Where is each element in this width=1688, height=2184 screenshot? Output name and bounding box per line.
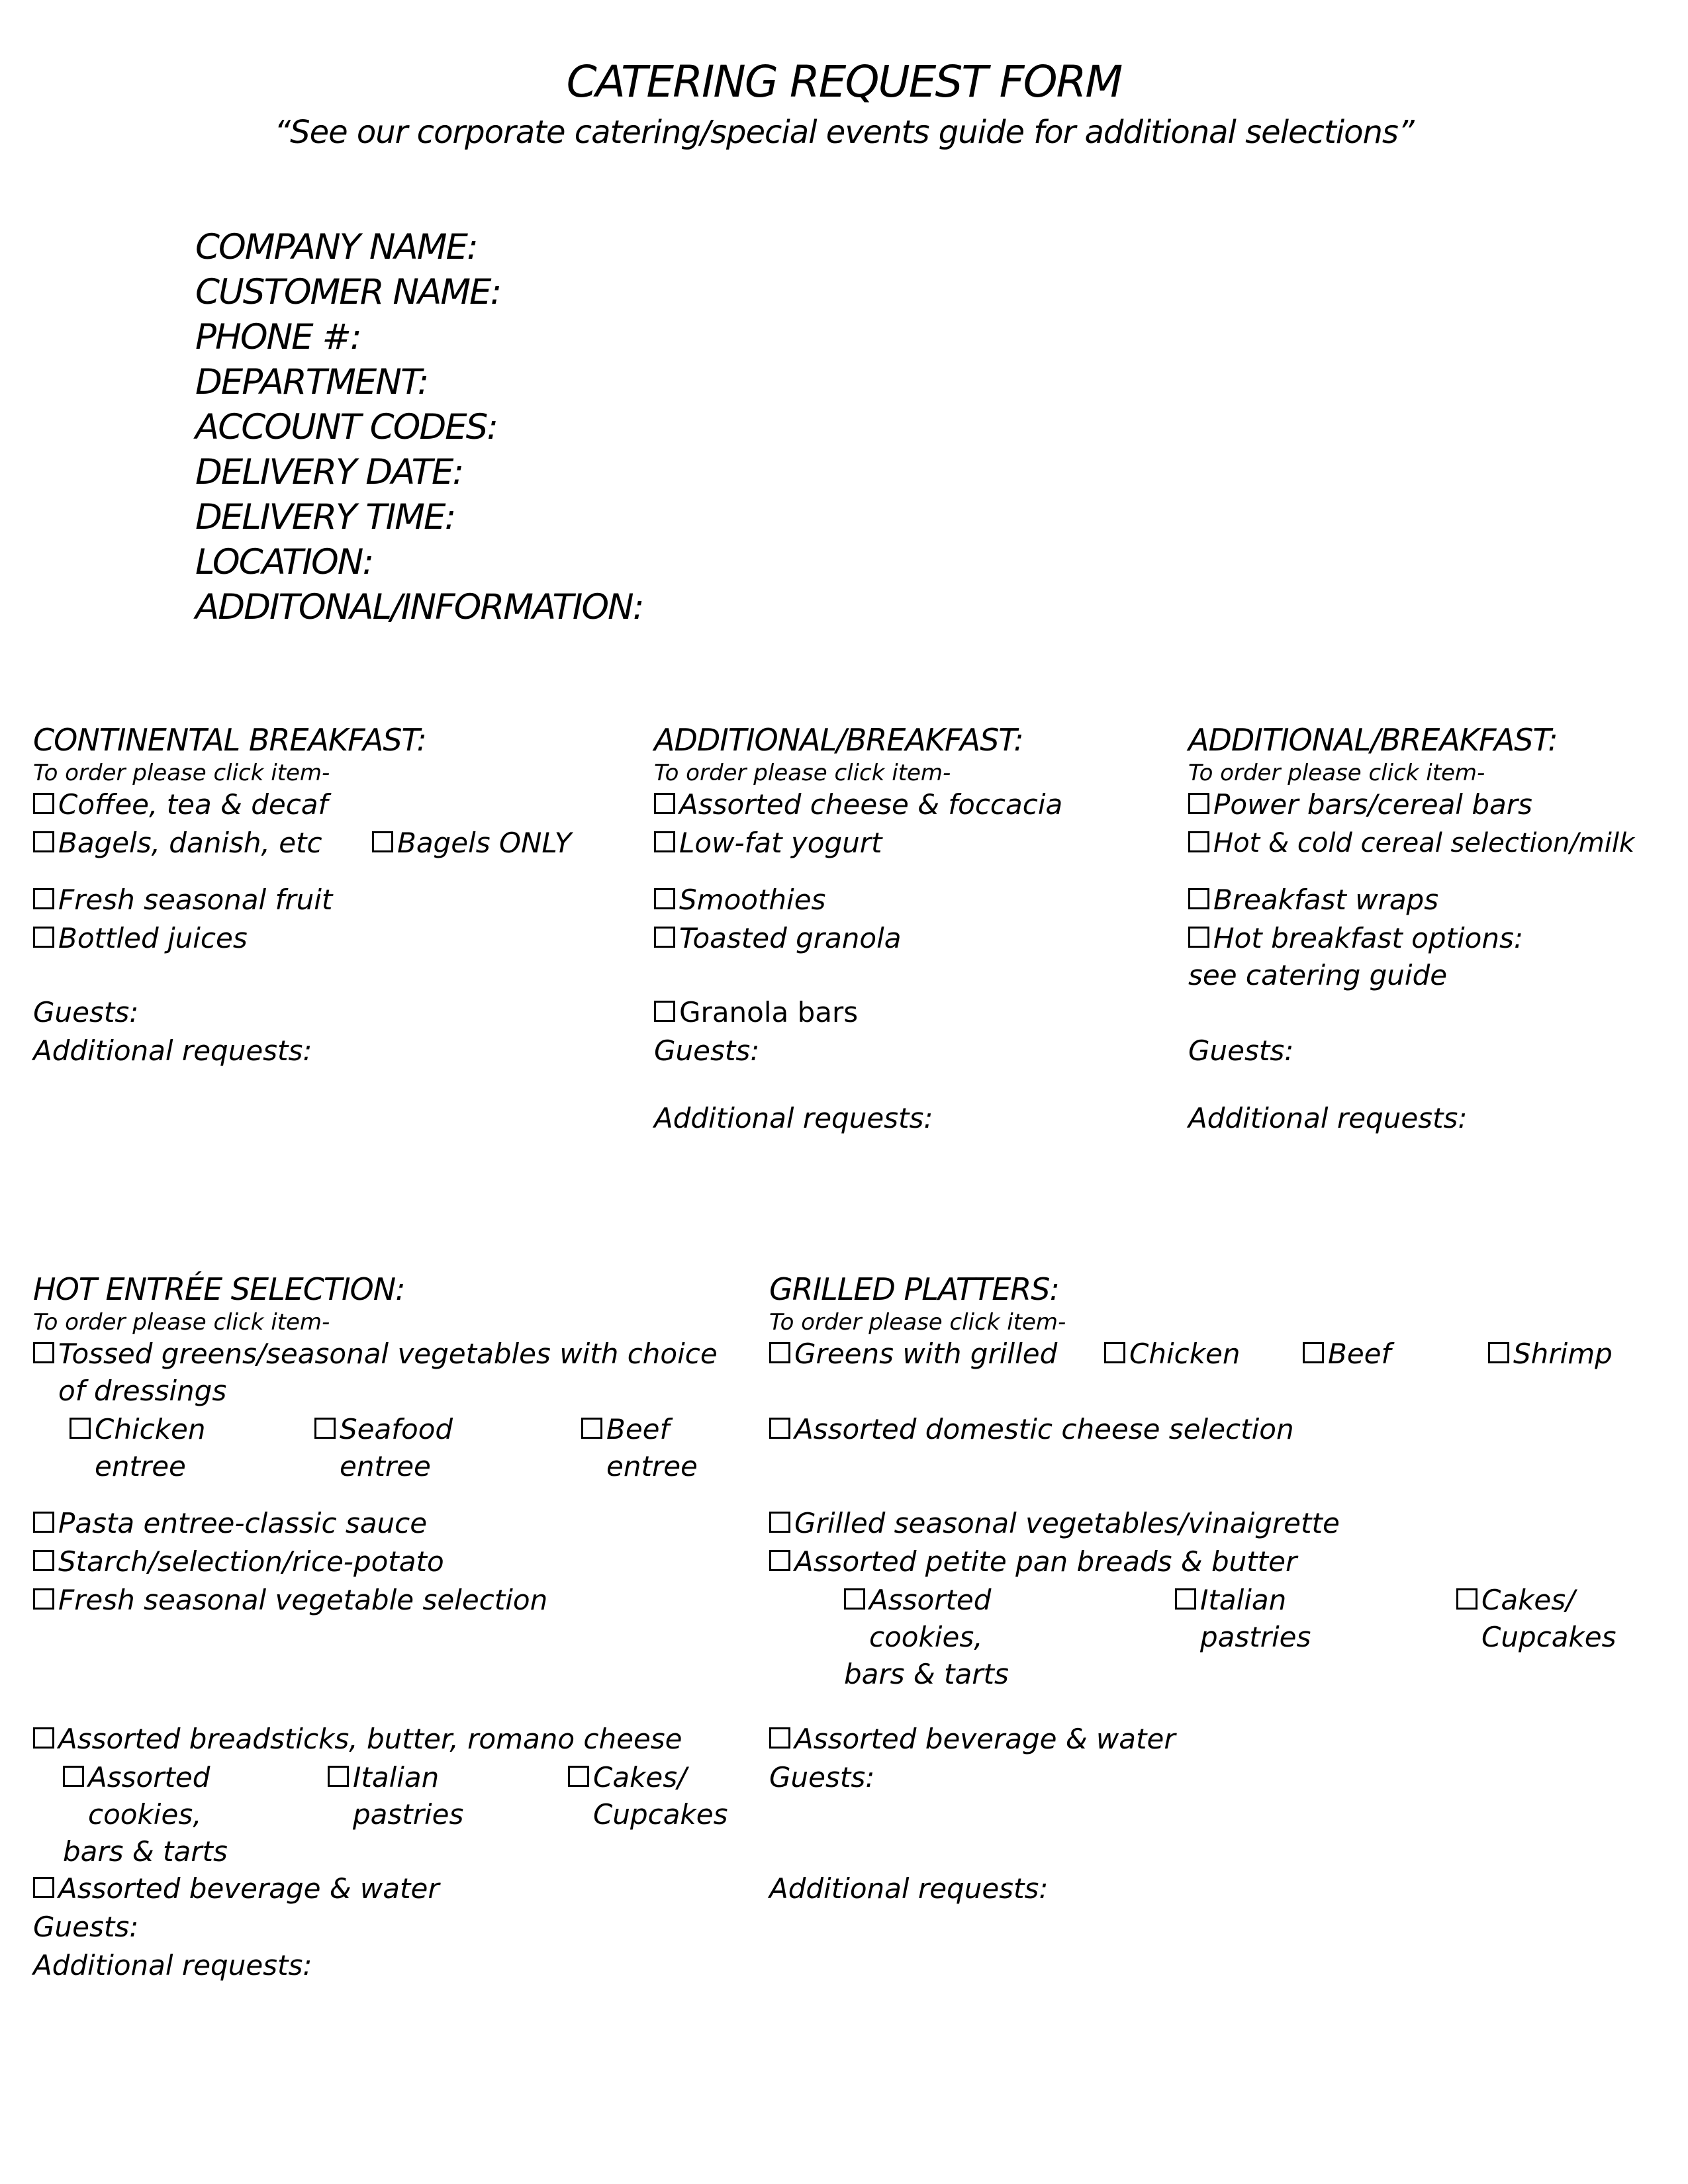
item-label: Toasted granola — [679, 922, 902, 954]
item-label: Coffee, tea & decaf — [58, 788, 328, 821]
additional-breakfast-heading-1: ADDITIONAL/BREAKFAST: — [654, 722, 1023, 758]
item-domestic-cheese[interactable] — [769, 1411, 1294, 1448]
item-label: Assorted petite pan breads & butter — [794, 1545, 1297, 1578]
item-tossed-greens[interactable] — [33, 1336, 748, 1410]
checkbox[interactable] — [769, 1727, 790, 1749]
grilled-requests[interactable]: Additional requests: — [769, 1872, 1049, 1905]
checkbox[interactable] — [33, 1342, 54, 1363]
item-label: Hot breakfast options: — [1213, 922, 1523, 954]
item-label: Starch/selection/rice-potato — [58, 1545, 444, 1578]
item-hot-breakfast-options[interactable] — [1188, 920, 1523, 957]
checkbox[interactable] — [33, 793, 54, 814]
checkbox[interactable] — [33, 1588, 54, 1610]
label-line: pastries — [353, 1798, 464, 1831]
item-label: Bagels ONLY — [397, 827, 572, 859]
item-grilled-shrimp[interactable] — [1488, 1336, 1613, 1373]
item-label: Breakfast wraps — [1213, 884, 1439, 916]
company-name-field[interactable]: COMPANY NAME: — [195, 227, 477, 267]
item-starch-selection[interactable] — [33, 1543, 444, 1580]
checkbox[interactable] — [769, 1342, 790, 1363]
checkbox[interactable] — [1104, 1342, 1125, 1363]
form-title: CATERING REQUEST FORM — [566, 56, 1122, 107]
grilled-platters-hint: To order please click item- — [769, 1309, 1066, 1336]
item-label: Pasta entree-classic sauce — [58, 1507, 428, 1539]
item-label: Assorted domestic cheese selection — [794, 1413, 1294, 1445]
checkbox[interactable] — [314, 1418, 336, 1439]
account-codes-field[interactable]: ACCOUNT CODES: — [195, 407, 498, 447]
item-coffee[interactable] — [33, 786, 328, 823]
item-granola-bars[interactable] — [654, 994, 858, 1031]
customer-name-field[interactable]: CUSTOMER NAME: — [195, 272, 501, 312]
checkbox[interactable] — [769, 1418, 790, 1439]
label-line: Seafood — [340, 1413, 453, 1445]
label-line: Beef — [606, 1413, 670, 1445]
hot-entree-heading: HOT ENTRÉE SELECTION: — [33, 1271, 405, 1307]
checkbox[interactable] — [654, 1001, 675, 1022]
item-label: Power bars/cereal bars — [1213, 788, 1532, 821]
item-label: Assorted beverage & water — [58, 1872, 440, 1905]
checkbox[interactable] — [844, 1588, 865, 1610]
item-grilled-chicken[interactable] — [1104, 1336, 1241, 1373]
item-grilled-vegetables[interactable] — [769, 1505, 1340, 1542]
item-label — [340, 1411, 453, 1485]
location-field[interactable]: LOCATION: — [195, 542, 373, 582]
item-hot-italian-pastries[interactable] — [328, 1759, 463, 1833]
checkbox[interactable] — [33, 888, 54, 909]
item-label — [353, 1759, 463, 1833]
item-chicken-entree[interactable] — [70, 1411, 206, 1485]
label-line: Cupcakes — [593, 1798, 728, 1831]
item-label: Fresh seasonal vegetable selection — [58, 1584, 548, 1616]
checkbox[interactable] — [70, 1418, 91, 1439]
checkbox[interactable] — [33, 927, 54, 948]
additional-guests-2[interactable]: Guests: — [1188, 1034, 1294, 1067]
item-label: Hot & cold cereal selection/milk — [1213, 828, 1635, 858]
hot-cookies-line3: bars & tarts — [63, 1835, 228, 1868]
label-line: Italian — [1200, 1584, 1287, 1616]
item-label — [593, 1759, 727, 1833]
catering-guide-note: see catering guide — [1188, 959, 1448, 991]
additional-hint-1: To order please click item- — [654, 760, 951, 786]
label-line: Assorted — [88, 1761, 211, 1794]
hot-entree-hint: To order please click item- — [33, 1309, 330, 1336]
checkbox[interactable] — [328, 1766, 349, 1787]
delivery-date-field[interactable]: DELIVERY DATE: — [195, 452, 463, 492]
item-label: Fresh seasonal fruit — [58, 884, 333, 916]
item-bottled-juices[interactable] — [33, 920, 248, 957]
continental-heading: CONTINENTAL BREAKFAST: — [33, 722, 426, 758]
checkbox[interactable] — [1188, 831, 1209, 852]
item-fresh-fruit[interactable] — [33, 882, 332, 919]
item-label: Low-fat yogurt — [679, 827, 882, 859]
continental-hint: To order please click item- — [33, 760, 330, 786]
label-line: pastries — [1200, 1621, 1311, 1653]
item-smoothies[interactable] — [654, 882, 825, 919]
form-subtitle: “See our corporate catering/special events guide for additional selections” — [274, 114, 1414, 151]
checkbox[interactable] — [654, 927, 675, 948]
continental-requests[interactable]: Additional requests: — [33, 1034, 312, 1067]
additional-breakfast-heading-2: ADDITIONAL/BREAKFAST: — [1188, 722, 1558, 758]
item-label — [869, 1582, 991, 1656]
checkbox[interactable] — [1456, 1588, 1477, 1610]
checkbox[interactable] — [1488, 1342, 1509, 1363]
checkbox[interactable] — [63, 1766, 84, 1787]
checkbox[interactable] — [1188, 927, 1209, 948]
customer-info-fields — [195, 225, 643, 630]
label-line: entree — [340, 1450, 431, 1482]
checkbox[interactable] — [33, 831, 54, 852]
hot-guests[interactable]: Guests: — [33, 1911, 139, 1943]
label-line: Chicken — [95, 1413, 206, 1445]
additional-guests-1[interactable]: Guests: — [654, 1034, 760, 1067]
label-line: cookies, — [869, 1621, 983, 1653]
checkbox[interactable] — [568, 1766, 589, 1787]
label-line: Assorted — [869, 1584, 992, 1616]
item-label: Granola bars — [679, 996, 859, 1028]
item-hot-cookies[interactable] — [63, 1759, 210, 1833]
hot-requests[interactable]: Additional requests: — [33, 1949, 312, 1981]
item-label — [88, 1759, 210, 1833]
additional-information-field[interactable]: ADDITONAL/INFORMATION: — [195, 587, 643, 627]
item-label — [606, 1411, 698, 1485]
item-label: Chicken — [1129, 1338, 1241, 1370]
grilled-cookies-line3: bars & tarts — [844, 1658, 1009, 1690]
item-label: Grilled seasonal vegetables/vinaigrette — [794, 1507, 1340, 1539]
item-label: Shrimp — [1513, 1338, 1613, 1370]
label-line: Cupcakes — [1481, 1621, 1617, 1653]
item-seafood-entree[interactable] — [314, 1411, 453, 1485]
label-line: Italian — [353, 1761, 440, 1794]
item-label: Assorted breadsticks, butter, romano cheese — [58, 1723, 682, 1755]
item-toasted-granola[interactable] — [654, 920, 902, 957]
checkbox[interactable] — [654, 793, 675, 814]
item-greens-grilled[interactable] — [769, 1336, 1057, 1373]
item-power-bars[interactable] — [1188, 786, 1532, 823]
item-label — [1481, 1582, 1616, 1656]
item-pan-breads[interactable] — [769, 1543, 1297, 1580]
checkbox[interactable] — [769, 1512, 790, 1533]
item-label: Smoothies — [679, 884, 826, 916]
label-line: cookies, — [88, 1798, 202, 1831]
item-bagels-danish[interactable] — [33, 825, 322, 862]
item-label — [1200, 1582, 1311, 1656]
continental-guests[interactable]: Guests: — [33, 996, 139, 1028]
item-beef-entree[interactable] — [581, 1411, 698, 1485]
checkbox[interactable] — [1175, 1588, 1196, 1610]
item-cheese-foccacia[interactable] — [654, 786, 1062, 823]
department-field[interactable]: DEPARTMENT: — [195, 362, 428, 402]
item-hot-beverage[interactable] — [33, 1870, 440, 1907]
item-label: Tossed greens/seasonal vegetables with choice of dressings — [58, 1338, 718, 1407]
item-label: Bottled juices — [58, 922, 248, 954]
checkbox[interactable] — [654, 888, 675, 909]
checkbox[interactable] — [769, 1550, 790, 1571]
label-line: Cakes/ — [1481, 1584, 1575, 1616]
label-line: Cakes/ — [593, 1761, 687, 1794]
item-hot-cold-cereal[interactable] — [1188, 825, 1634, 862]
checkbox[interactable] — [581, 1418, 602, 1439]
checkbox[interactable] — [1303, 1342, 1324, 1363]
item-label: Beef — [1328, 1338, 1391, 1370]
additional-hint-2: To order please click item- — [1188, 760, 1485, 786]
checkbox[interactable] — [1188, 888, 1209, 909]
grilled-platters-heading: GRILLED PLATTERS: — [769, 1271, 1059, 1307]
item-grilled-cakes[interactable] — [1456, 1582, 1616, 1656]
label-line: entree — [95, 1450, 186, 1482]
additional-requests-1[interactable]: Additional requests: — [654, 1102, 933, 1134]
item-grilled-italian-pastries[interactable] — [1175, 1582, 1311, 1656]
item-grilled-cookies[interactable] — [844, 1582, 991, 1656]
item-label: Assorted beverage & water — [794, 1723, 1176, 1755]
item-label: Assorted cheese & foccacia — [679, 788, 1063, 821]
item-label: Bagels, danish, etc — [58, 827, 322, 859]
item-label: Greens with grilled — [794, 1338, 1058, 1370]
checkbox[interactable] — [1188, 793, 1209, 814]
item-fresh-vegetables[interactable] — [33, 1582, 547, 1619]
label-line: entree — [606, 1450, 698, 1482]
item-bagels-only[interactable] — [372, 825, 571, 862]
checkbox[interactable] — [33, 1550, 54, 1571]
checkbox[interactable] — [372, 831, 393, 852]
item-breadsticks[interactable] — [33, 1721, 682, 1758]
item-pasta-entree[interactable] — [33, 1505, 427, 1542]
phone-field[interactable]: PHONE #: — [195, 317, 361, 357]
grilled-guests[interactable]: Guests: — [769, 1761, 875, 1794]
item-grilled-beverage[interactable] — [769, 1721, 1176, 1758]
checkbox[interactable] — [654, 831, 675, 852]
item-hot-cakes[interactable] — [568, 1759, 727, 1833]
item-grilled-beef[interactable] — [1303, 1336, 1391, 1373]
checkbox[interactable] — [33, 1512, 54, 1533]
checkbox[interactable] — [33, 1727, 54, 1749]
item-low-fat-yogurt[interactable] — [654, 825, 882, 862]
item-breakfast-wraps[interactable] — [1188, 882, 1438, 919]
checkbox[interactable] — [33, 1877, 54, 1898]
item-label — [95, 1411, 206, 1485]
additional-requests-2[interactable]: Additional requests: — [1188, 1102, 1468, 1134]
delivery-time-field[interactable]: DELIVERY TIME: — [195, 497, 455, 537]
